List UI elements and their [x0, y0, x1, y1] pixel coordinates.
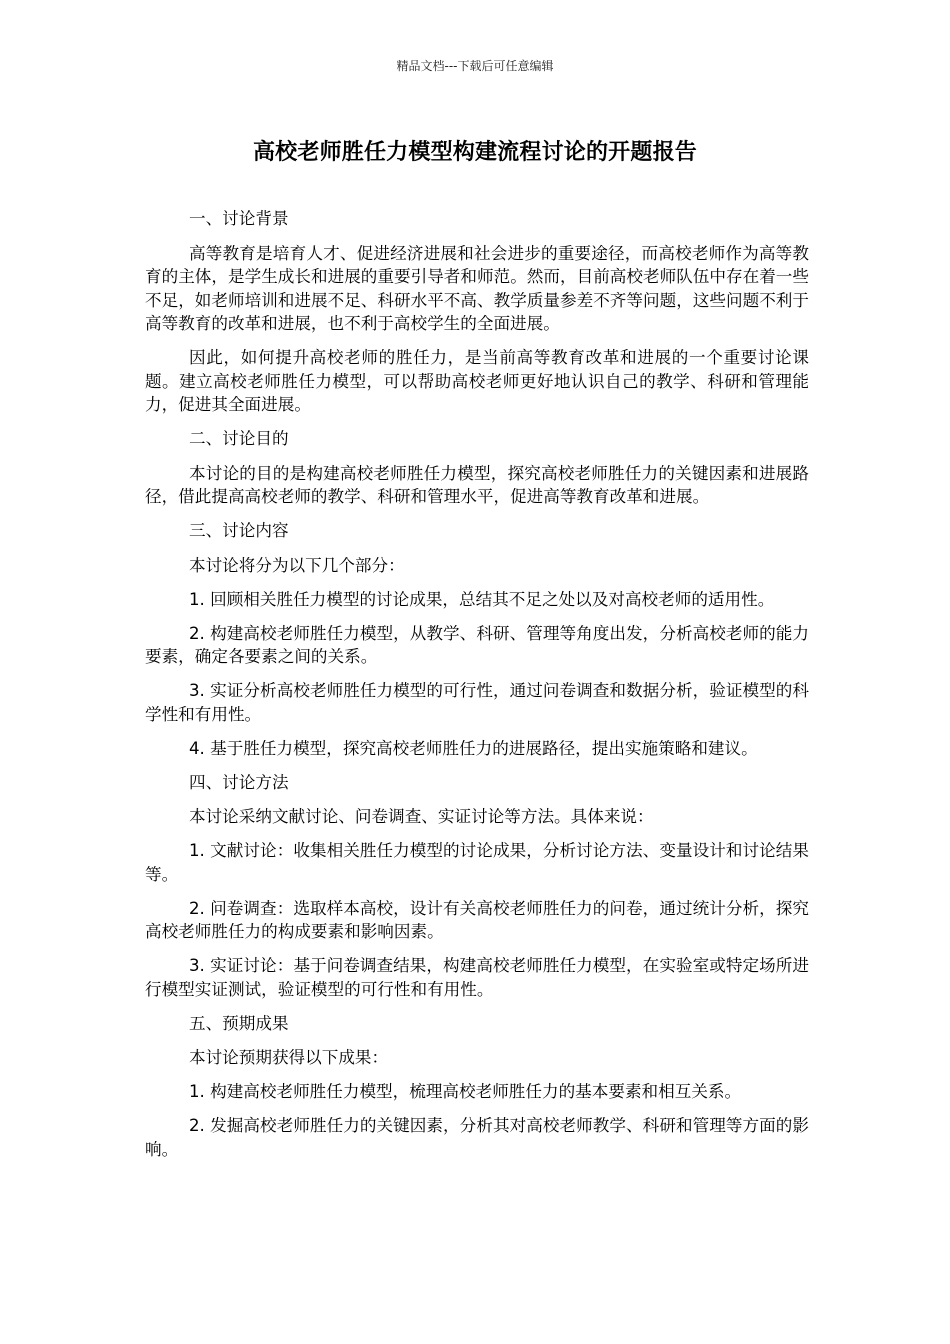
running-header: 精品文档---下载后可任意编辑 — [396, 59, 554, 73]
methods-list-item: 3. 实证讨论：基于问卷调查结果，构建高校老师胜任力模型，在实验室或特定场所进行模型实证测试，验证模型的可行性和有用性。 — [145, 956, 809, 999]
content-list-item: 4. 基于胜任力模型，探究高校老师胜任力的进展路径，提出实施策略和建议。 — [189, 738, 758, 758]
section-heading-content: 三、讨论内容 — [189, 521, 289, 540]
document-body — [145, 207, 809, 1172]
document-title: 高校老师胜任力模型构建流程讨论的开题报告 — [252, 140, 697, 165]
content-intro: 本讨论将分为以下几个部分： — [189, 555, 405, 575]
content-list-item: 3. 实证分析高校老师胜任力模型的可行性，通过问卷调查和数据分析，验证模型的科学性和有用性。 — [145, 681, 809, 724]
methods-intro: 本讨论采纳文献讨论、问卷调查、实证讨论等方法。具体来说： — [189, 807, 654, 826]
methods-list-item: 2. 问卷调查：选取样本高校，设计有关高校老师胜任力的问卷，通过统计分析，探究高校老师胜任力的构成要素和影响因素。 — [145, 898, 809, 941]
section-heading-purpose: 二、讨论目的 — [189, 429, 289, 448]
content-list-item: 2. 构建高校老师胜任力模型，从教学、科研、管理等角度出发，分析高校老师的能力要素，确定各要素之间的关系。 — [145, 623, 809, 666]
section-heading-outcomes: 五、预期成果 — [189, 1013, 289, 1033]
background-paragraph: 高等教育是培育人才、促进经济进展和社会进步的重要途径，而高校老师作为高等教育的主体，是学生成长和进展的重要引导者和师范。然而，目前高校老师队伍中存在着一些不足，如老师培训和进展不足、科研水平不高、教学质量参差不齐等问题，这些问题不利于高等教育的改革和进展，也不利于高校学生的全面进展。 — [145, 243, 809, 333]
methods-list-item: 1. 文献讨论：收集相关胜任力模型的讨论成果，分析讨论方法、变量设计和讨论结果等。 — [145, 841, 809, 884]
outcomes-list-item: 2. 发掘高校老师胜任力的关键因素，分析其对高校老师教学、科研和管理等方面的影响。 — [145, 1116, 809, 1159]
background-paragraph: 因此，如何提升高校老师的胜任力，是当前高等教育改革和进展的一个重要讨论课题。建立高校老师胜任力模型，可以帮助高校老师更好地认识自己的教学、科研和管理能力，促进其全面进展。 — [145, 348, 809, 414]
outcomes-list-item: 1. 构建高校老师胜任力模型，梳理高校老师胜任力的基本要素和相互关系。 — [189, 1082, 742, 1101]
section-heading-methods: 四、讨论方法 — [189, 772, 289, 792]
section-heading-background: 一、讨论背景 — [189, 209, 289, 228]
purpose-paragraph: 本讨论的目的是构建高校老师胜任力模型，探究高校老师胜任力的关键因素和进展路径，借此提高高校老师的教学、科研和管理水平，促进高等教育改革和进展。 — [145, 463, 809, 506]
outcomes-intro: 本讨论预期获得以下成果： — [189, 1048, 389, 1067]
content-list-item: 1. 回顾相关胜任力模型的讨论成果，总结其不足之处以及对高校老师的适用性。 — [189, 589, 775, 609]
